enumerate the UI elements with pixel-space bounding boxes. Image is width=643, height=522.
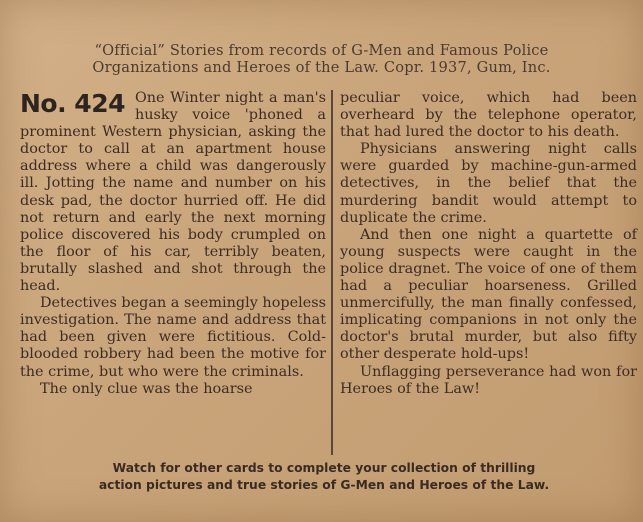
card-number: No. 424 [20,89,125,118]
story-paragraph: The only clue was the hoarse [40,380,253,397]
card-header [20,42,623,76]
story-paragraph: Unflagging perseverance had won for Heroes of the Law! [340,363,637,397]
column-divider [331,90,333,455]
story-column-right [340,90,637,398]
story-paragraph: And then one night a quartette of young suspects were caught in the police dragnet. The voice of one of them had a peculiar hoarseness. Grilled unmercifully, the man finally confessed, implicating companions in not only the doctor's brutal murder, but also fifty other desperate hold-ups! [340,226,637,363]
header-line-1: “Official” Stories from records of G-Men and Famous Police [94,42,549,59]
story-paragraph: Physicians answering night calls were guarded by machine-gun-armed detectives, in the belief that the murdering bandit would attempt to duplicate the crime. [340,141,637,226]
footer-line-2: action pictures and true stories of G-Men and Heroes of the Law. [98,478,550,492]
story-paragraph: Detectives began a seemingly hopeless investigation. The name and address that had been given were fictitious. Cold-blooded robbery had been the motive for the crime, but who were the criminals. [20,295,326,380]
story-paragraph: One Winter night a man's husky voice 'phoned a prominent Western physician, asking the doctor to call at an apartment house address where a child was dangerously ill. Jotting the name and number on his desk pad, the doctor hurried off. He did not return and early the next morning police discovered his body crumpled on the floor of his car, terribly beaten, brutally slashed and shot through the head. [20,90,326,295]
footer-line-1: Watch for other cards to complete your collection of thrilling [112,461,536,475]
story-paragraph: peculiar voice, which had been overheard by the telephone operator, that had lured the doctor to his death. [340,90,637,141]
card-footer [20,460,628,494]
header-line-2: Organizations and Heroes of the Law. Copr. 1937, Gum, Inc. [92,59,551,76]
story-column-left [20,90,326,398]
